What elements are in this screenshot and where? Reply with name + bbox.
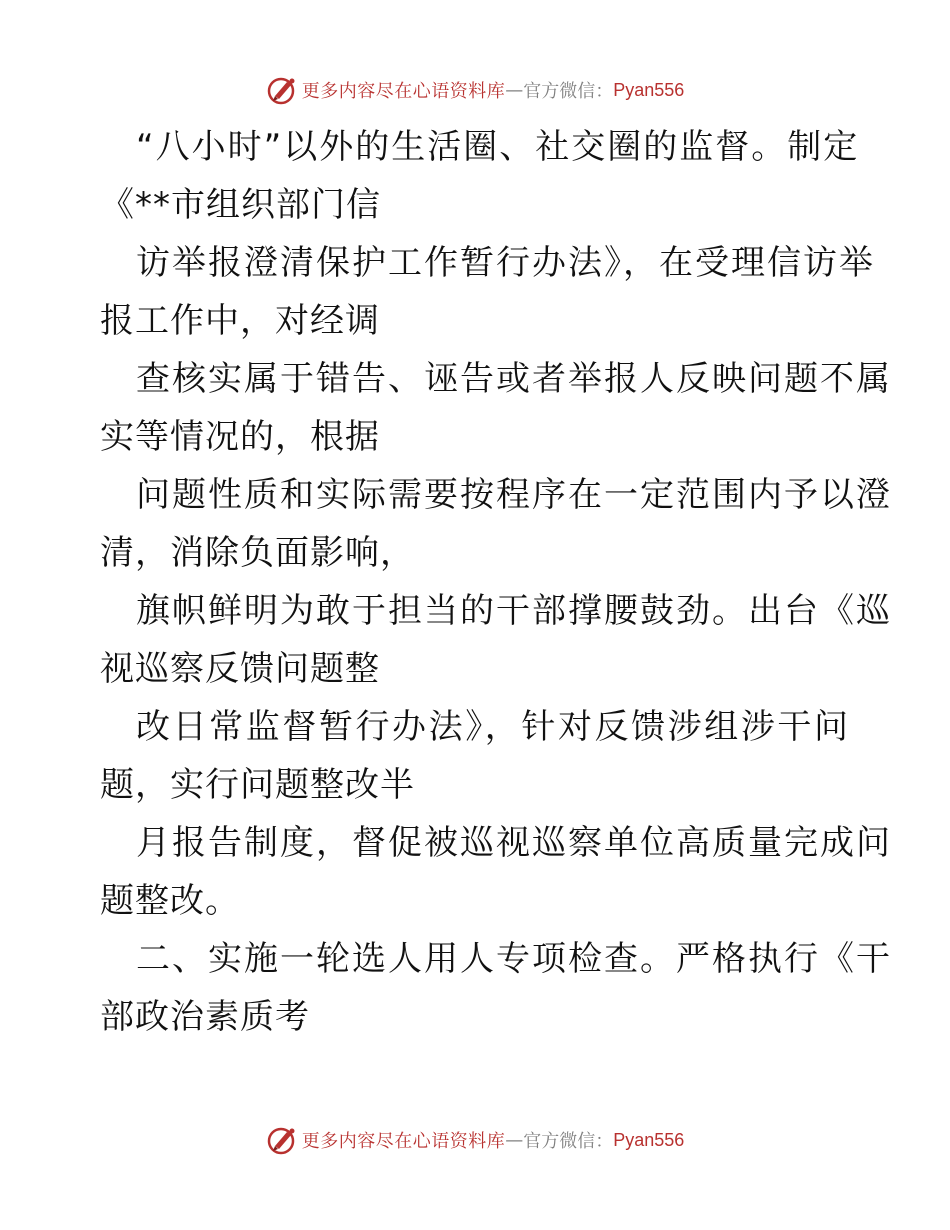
paragraph-line: 视巡察反馈问题整 <box>100 649 380 689</box>
paragraph-line: 清，消除负面影响， <box>100 533 415 573</box>
watermark-dash: — <box>505 1129 524 1151</box>
paragraph-line: 二、实施一轮选人用人专项检查。严格执行《干 <box>136 939 892 979</box>
paragraph <box>100 814 892 930</box>
paragraph-line: 实等情况的，根据 <box>100 417 380 457</box>
paragraph <box>100 466 892 582</box>
watermark-official-text: 官方微信： <box>523 81 614 102</box>
watermark-dash: — <box>505 79 524 101</box>
pen-logo-icon <box>266 1124 298 1156</box>
paragraph-line: 题，实行问题整改半 <box>100 765 415 805</box>
paragraph <box>100 118 860 234</box>
watermark-site-text: 更多内容尽在心语资料库 <box>301 1131 506 1152</box>
paragraph <box>100 930 892 1046</box>
watermark-wechat-id: Pyan556 <box>613 79 685 100</box>
footer-watermark <box>0 1120 950 1160</box>
paragraph-line: 《**市组织部门信 <box>100 185 381 225</box>
paragraph <box>100 698 860 814</box>
paragraph-line: 报工作中，对经调 <box>100 301 380 341</box>
body-text <box>100 118 892 1046</box>
paragraph-line: “八小时”以外的生活圈、社交圈的监督。制定 <box>136 127 860 167</box>
paragraph-line: 访举报澄清保护工作暂行办法》，在受理信访举 <box>136 243 875 283</box>
pen-logo-icon <box>266 74 298 106</box>
watermark-wechat-id: Pyan556 <box>613 1129 685 1150</box>
paragraph-line: 旗帜鲜明为敢于担当的干部撑腰鼓劲。出台《巡 <box>136 591 892 631</box>
paragraph <box>100 582 892 698</box>
paragraph-line: 问题性质和实际需要按程序在一定范围内予以澄 <box>136 475 892 515</box>
paragraph <box>100 350 892 466</box>
watermark-official-text: 官方微信： <box>523 1131 614 1152</box>
header-watermark <box>0 70 950 110</box>
paragraph-line: 月报告制度，督促被巡视巡察单位高质量完成问 <box>136 823 892 863</box>
paragraph-line: 查核实属于错告、诬告或者举报人反映问题不属 <box>136 359 892 399</box>
watermark-site-text: 更多内容尽在心语资料库 <box>301 81 506 102</box>
paragraph-line: 部政治素质考 <box>100 997 310 1037</box>
paragraph <box>100 234 875 350</box>
paragraph-line: 改日常监督暂行办法》，针对反馈涉组涉干问 <box>136 707 850 747</box>
paragraph-line: 题整改。 <box>100 881 240 921</box>
